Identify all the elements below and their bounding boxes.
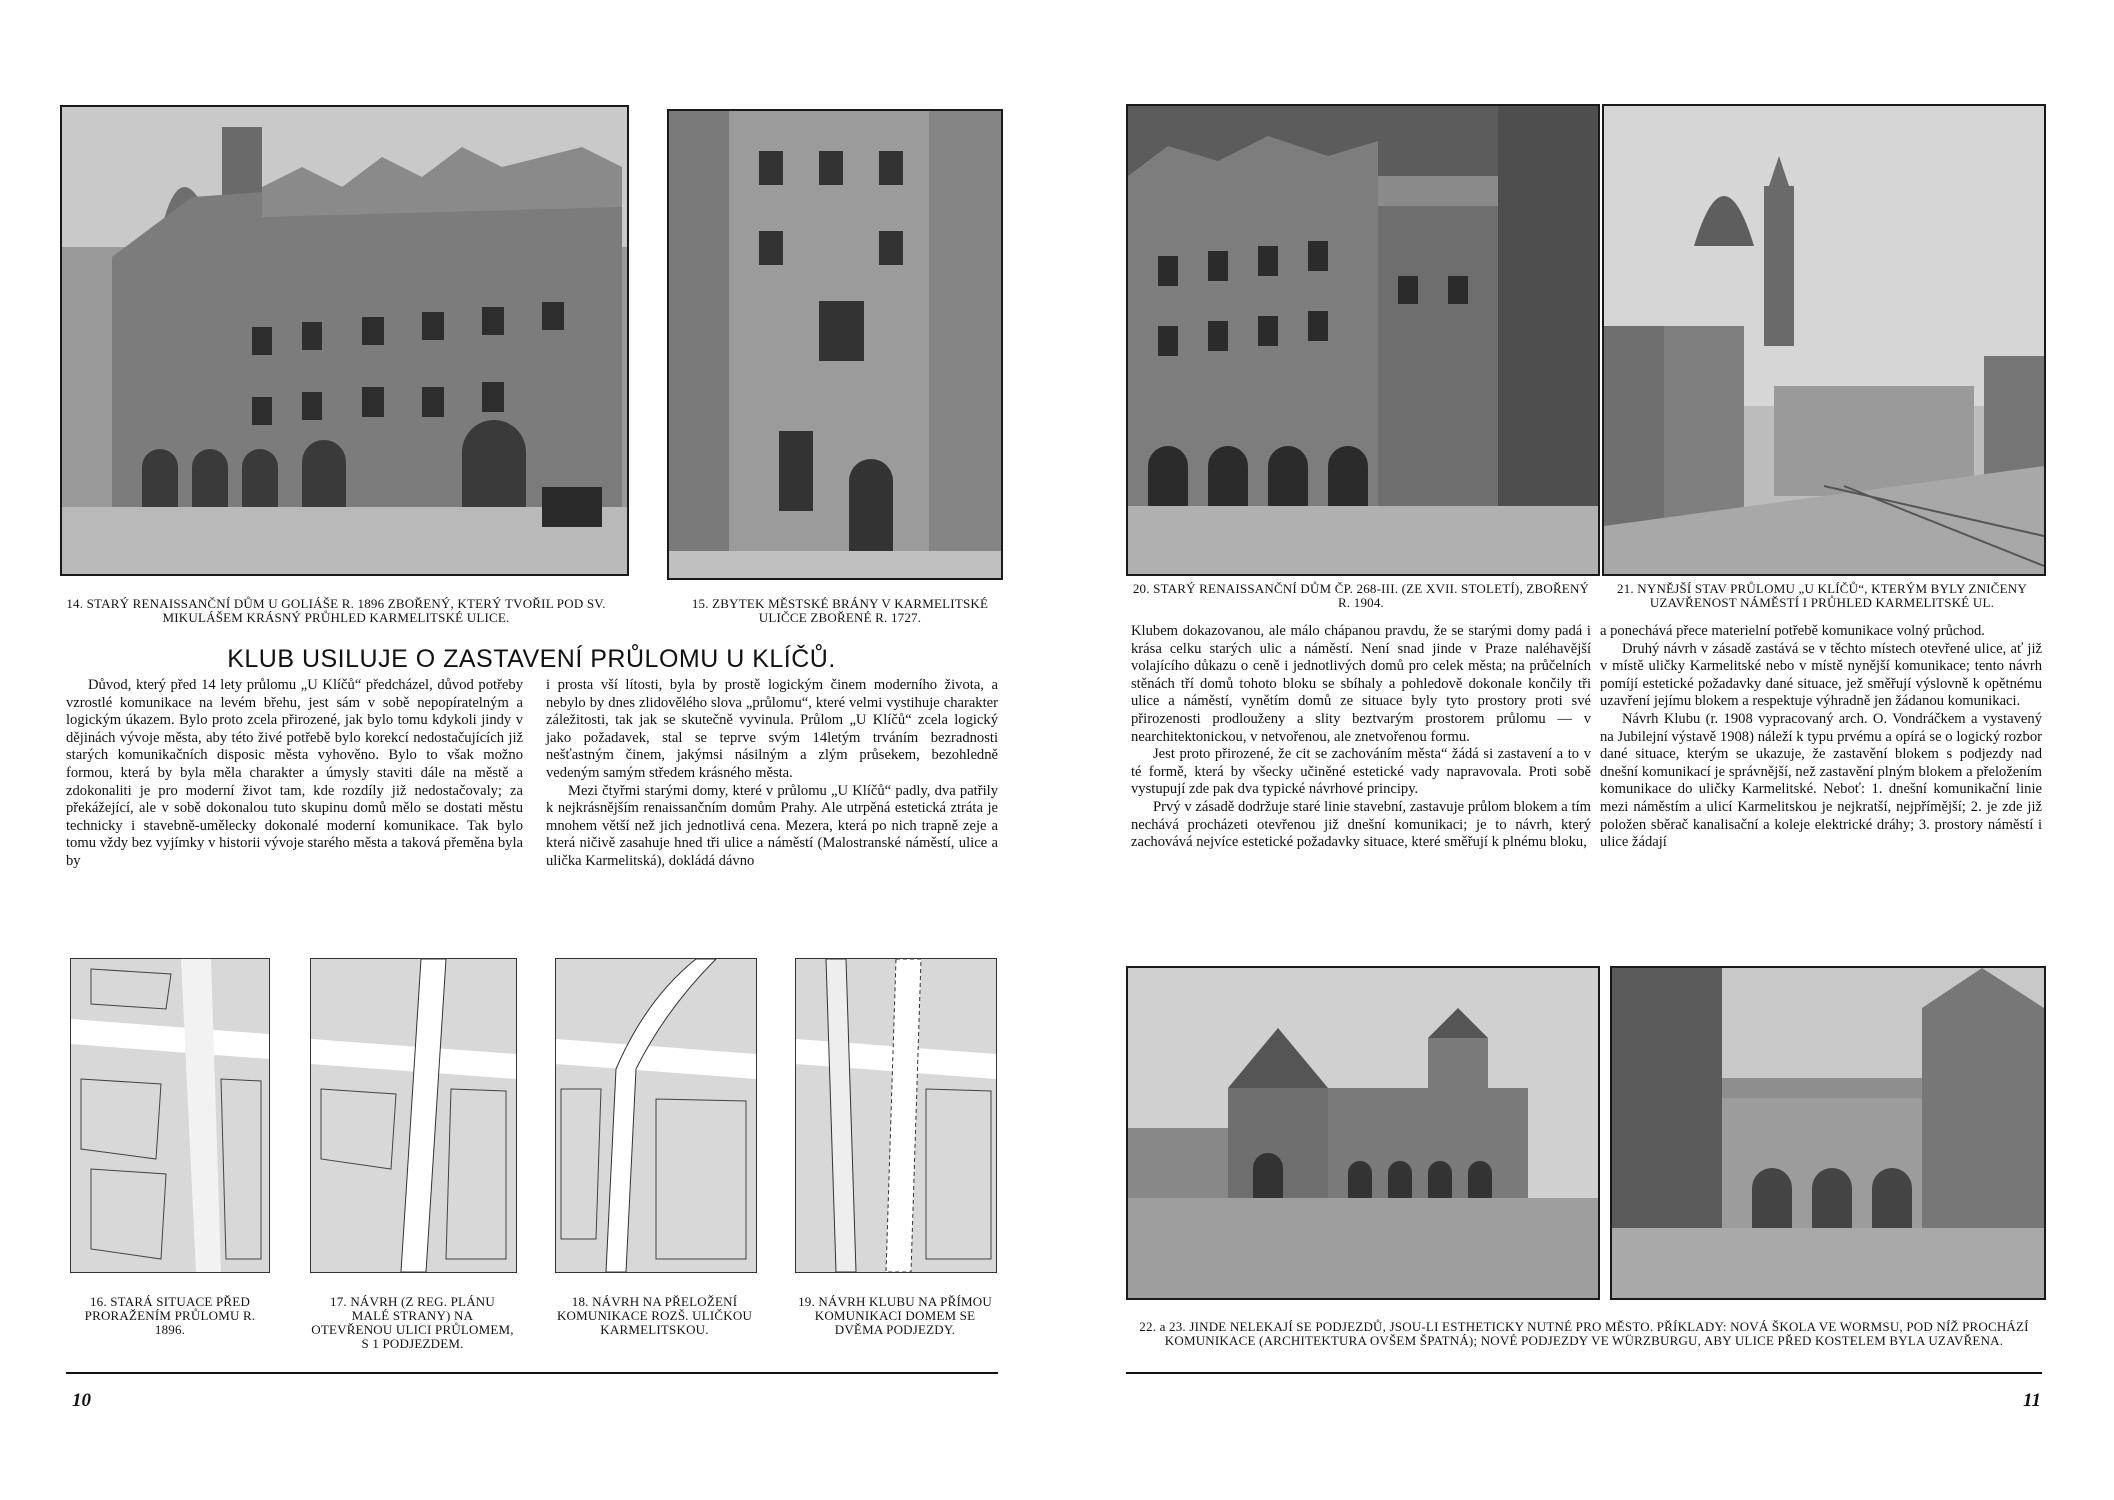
right-page-column-1: [1131, 623, 1591, 852]
photo-22-worms-school: [1126, 966, 1600, 1300]
map-16-old-situation: [70, 958, 270, 1273]
photo-14-goliath-house: [60, 105, 629, 576]
left-footer-rule: [66, 1372, 998, 1374]
map-18-relocated-route: [555, 958, 757, 1273]
right-footer-rule: [1126, 1372, 2042, 1374]
right-col1-paragraph-3: Prvý v zásadě dodržuje staré linie stavební, zastavuje průlom blokem a tím nechává procházeti otevřenou již dnešní komunikaci; je to návrh, který zachovává nejvíce estetické požadavky situace, které směřují k plnému bloku,: [1131, 798, 1591, 851]
right-col1-paragraph-2: Jest proto přirozené, že cit se zachováním města“ žádá si zastavení a to v té formě, která by všecky učiněné estetické vady napravovala. Proti sobě vystupují zde pak dva typické návrhové principy.: [1131, 746, 1591, 798]
left-col1-paragraph: Důvod, který před 14 lety průlomu „U Klíčů“ předcházel, důvod potřeby vzrostlé komunikace na levém břehu, jest sám v sobě nepopíratelným a logickým úkazem. Bylo proto zcela přirozené, jak bylo tomu kdykoli jindy v dějinách vývoje města, aby této živé potřebě bylo korekcí nedostačujících již starých komunikačních disposic města vyhověno. Bylo to však možno formou, která by byla měla charakter a úmysly staviti dále na městě a zdokonaliti je pro moderní život tam, kde rozdíly již nedostačovaly; za překážející, ale v sobě dokonalou tuto skupinu domů mělo se dostati městu technicky i stavebně-umělecky dokonalé moderní komunikace. Tak bylo tomu vždy bez vyjímky v historii vývoje starého města a taková přeměna byla by: [66, 677, 523, 869]
right-page-column-2: [1600, 623, 2042, 852]
photo-15-city-gate: [667, 109, 1003, 580]
photo-14-caption: 14. STARÝ RENAISSANČNÍ DŮM U GOLIÁŠE R. 1896 ZBOŘENÝ, KTERÝ TVOŘIL POD SV. MIKULÁŠEM KRÁSNÝ PRŮHLED KARMELITSKÉ ULICE.: [66, 596, 606, 625]
article-headline: KLUB USILUJE O ZASTAVENÍ PRŮLOMU U KLÍČŮ.: [227, 645, 836, 673]
photos-22-23-caption: 22. a 23. JINDE NELEKAJÍ SE PODJEZDŮ, JSOU-LI ESTHETICKY NUTNÉ PRO MĚSTO. PŘÍKLADY: NOVÁ ŠKOLA VE WORMSU, POD NÍŽ PROCHÁZÍ KOMUNIKACE (ARCHITEKTURA OVŠEM ŠPATNÁ); NOVÉ PODJEZDY VE WÜRZBURGU, ABY ULICE PŘED KOSTELEM BYLA UZAVŘENA.: [1139, 1319, 2029, 1348]
right-col1-paragraph-1: Klubem dokazovanou, ale málo chápanou pravdu, že se starými domy padá i krása celku starých ulic a náměstí. Není snad jinde v Praze naléhavější volajícího důkazu o ceně i jednotlivých domů pro celek města; na průčelních stěnách tří domů tohoto bloku se sbíhaly a pohledově dokonale končily tři ulice a náměstí, vynětím domů ze situace byly tyto prostory proti své přirozenosti prodlouženy a slity beztvarým prostorem průlomu — v nearchitektonickou, v netvořenou, ale znetvořenou formu.: [1131, 623, 1591, 745]
page-number-left: 10: [72, 1390, 91, 1411]
map-17-caption: 17. NÁVRH (Z REG. PLÁNU MALÉ STRANY) NA OTEVŘENOU ULICI PRŮLOMEM, S 1 PODJEZDEM.: [311, 1294, 514, 1351]
right-col2-paragraph-2: Druhý návrh v zásadě zastává se v těchto místech otevřené ulice, ať již v místě uličky Karmelitské nebo v místě nynější komunikace; tento návrh pomíjí estetické požadavky dané situace, jež směřují výslovně k opětnému uzavření jejímu blokem a respektuje výhradně jen žádanou komunikaci.: [1600, 640, 2042, 710]
photo-21-caption: 21. NYNĚJŠÍ STAV PRŮLOMU „U KLÍČŮ“, KTERÝM BYLY ZNIČENY UZAVŘENOST NÁMĚSTÍ I PRŮHLED KARMELITSKÉ UL.: [1617, 581, 2027, 610]
left-col2-paragraph-1: i prosta vší lítosti, byla by prostě logickým činem moderního života, a nebylo by dnes zlidovělého slova „průlomu“, které velmi vystihuje charakter záležitosti, tak jak se skutečně vyvinula. Průlom „U Klíčů“ zcela logický jako požadavek, stal se teprve svým 14letým trváním bezradnosti nešťastným činem, jakýmsi násilným a zlým průsekem, bezohledně vedeným samým středem krásného města.: [546, 677, 998, 781]
map-16-caption: 16. STARÁ SITUACE PŘED PRORAŽENÍM PRŮLOMU R. 1896.: [84, 1294, 256, 1337]
photo-21-current-breach: [1602, 104, 2046, 576]
photo-23-wurzburg-passages: [1610, 966, 2046, 1300]
map-17-open-street: [310, 958, 517, 1273]
right-page: [1057, 0, 2114, 1500]
right-col2-paragraph-3: Návrh Klubu (r. 1908 vypracovaný arch. O. Vondráčkem a vystavený na Jubilejní výstavě 1908) náleží k typu prvému a opírá se o logický rozbor dané situace, kterým se ukazuje, že zastavění blokem s podjezdy nad dnešní komunikací je správnější, než zastavění plným blokem a přeložením komunikace do uličky Karmelitské. Neboť: 1. dnešní komunikační linie mezi náměstím a ulicí Karmelitskou je nejkratší, nejpřímější; 2. je zde již položen sběrač kanalisační a koleje elektrické dráhy; 3. prostory náměstí i ulice žádají: [1600, 710, 2042, 851]
photo-15-caption: 15. ZBYTEK MĚSTSKÉ BRÁNY V KARMELITSKÉ ULIČCE ZBOŘENÉ R. 1727.: [691, 596, 989, 625]
map-19-club-proposal: [795, 958, 997, 1273]
map-19-caption: 19. NÁVRH KLUBU NA PŘÍMOU KOMUNIKACI DOMEM SE DVĚMA PODJEZDY.: [798, 1294, 992, 1337]
map-18-caption: 18. NÁVRH NA PŘELOŽENÍ KOMUNIKACE ROZŠ. ULIČKOU KARMELITSKOU.: [556, 1294, 753, 1337]
left-page-column-1: [66, 677, 523, 871]
photo-20-renaissance-house: [1126, 104, 1600, 576]
right-col2-paragraph-1: a ponechává přece materielní potřebě komunikace volný průchod.: [1600, 623, 1985, 639]
page-number-right: 11: [2023, 1390, 2041, 1411]
photo-20-caption: 20. STARÝ RENAISSANČNÍ DŮM ČP. 268-III. (ZE XVII. STOLETÍ), ZBOŘENÝ R. 1904.: [1132, 581, 1590, 610]
left-col2-paragraph-2: Mezi čtyřmi starými domy, které v průlomu „U Klíčů“ padly, dva patřily k nejkrásnějším renaissančním domům Prahy. Ale utrpěná estetická ztráta je mnohem větší než jich jednotlivá cena. Mezera, která po nich trapně zeje a která ničivě zasahuje hned tři ulice a náměstí (Malostranské náměstí, ulice a ulička Karmelitská), dokládá dávno: [546, 782, 998, 869]
left-page-column-2: [546, 677, 998, 871]
